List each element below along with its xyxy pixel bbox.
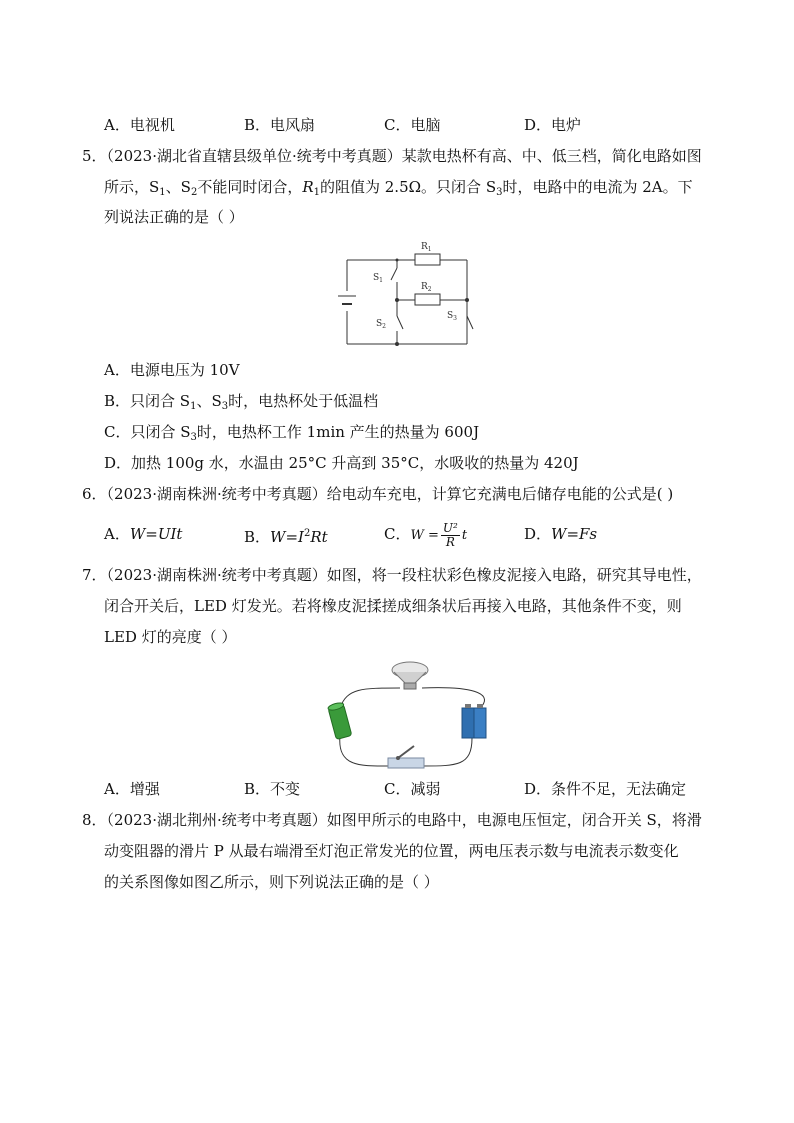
q7-stem-line3: LED 灯的亮度（ ） bbox=[104, 628, 237, 646]
q4-option-a: A．电视机 bbox=[104, 116, 175, 134]
battery-icon bbox=[462, 704, 486, 738]
q7-option-d: D．条件不足，无法确定 bbox=[524, 780, 687, 798]
q4-option-d: D．电炉 bbox=[524, 116, 582, 134]
q5-option-a: A．电源电压为 10V bbox=[104, 361, 240, 379]
q6-option-b: B．$W=I^2Rt$ bbox=[244, 528, 328, 546]
led-lamp-icon bbox=[392, 662, 428, 689]
q6-stem: 6．（2023·湖南株洲·统考中考真题）给电动车充电，计算它充满电后储存电能的公式是( ) bbox=[82, 485, 674, 503]
svg-text:S2: $S_2$ bbox=[376, 319, 386, 330]
q5-stem-line1: 5．（2023·湖北省直辖县级单位·统考中考真题）某款电热杯有高、中、低三档，简化电路如图 bbox=[82, 147, 702, 165]
svg-text:R1: $R_1$ bbox=[421, 242, 432, 253]
q8-stem-line1: 8．（2023·湖北荆州·统考中考真题）如图甲所示的电路中，电源电压恒定，闭合开关 S，将滑 bbox=[82, 811, 702, 829]
q4-option-b: B．电风扇 bbox=[244, 116, 316, 134]
switch-icon bbox=[388, 746, 424, 768]
svg-text:R2: $R_2$ bbox=[421, 282, 432, 293]
q5-option-c: C．只闭合 $S_3$时，电热杯工作 1min 产生的热量为 600J bbox=[104, 423, 480, 443]
q5-stem-line3: 列说法正确的是（ ） bbox=[104, 208, 244, 226]
q5-option-b: B．只闭合 $S_1$、$S_3$时，电热杯处于低温档 bbox=[104, 392, 379, 412]
svg-text:S3: $S_3$ bbox=[447, 311, 457, 322]
q7-led-circuit-picture bbox=[322, 658, 502, 773]
svg-text:S1: $S_1$ bbox=[373, 273, 383, 284]
q4-option-c: C．电脑 bbox=[384, 116, 441, 134]
q7-option-c: C．减弱 bbox=[384, 780, 441, 798]
q8-stem-line3: 的关系图像如图乙所示，则下列说法正确的是（ ） bbox=[104, 873, 439, 891]
q6-option-d: D．W=Fs bbox=[524, 525, 598, 543]
q7-option-a: A．增强 bbox=[104, 780, 160, 798]
clay-cylinder-icon bbox=[327, 702, 352, 740]
q5-stem-line2: 所示，$S_1$、$S_2$不能同时闭合，$R_1$的阻值为 2.5Ω。只闭合 $S_3$时，电路中的电流为 2A。下 bbox=[104, 178, 693, 198]
q5-option-d: D．加热 100g 水，水温由 25°C 升高到 35°C，水吸收的热量为 420J bbox=[104, 454, 579, 472]
q7-option-b: B．不变 bbox=[244, 780, 301, 798]
q6-option-a: A．W=UIt bbox=[104, 525, 183, 543]
q8-stem-line2: 动变阻器的滑片 P 从最右端滑至灯泡正常发光的位置，两电压表示数与电流表示数变化 bbox=[104, 842, 679, 860]
q6-option-c: C．W = $\frac{\text{U²}}{R}$ t bbox=[384, 520, 468, 549]
q7-stem-line1: 7．（2023·湖南株洲·统考中考真题）如图，将一段柱状彩色橡皮泥接入电路，研究其导电性， bbox=[82, 566, 702, 584]
q7-stem-line2: 闭合开关后，LED 灯发光。若将橡皮泥揉搓成细条状后再接入电路，其他条件不变，则 bbox=[104, 597, 682, 615]
q5-circuit-diagram bbox=[335, 236, 475, 351]
